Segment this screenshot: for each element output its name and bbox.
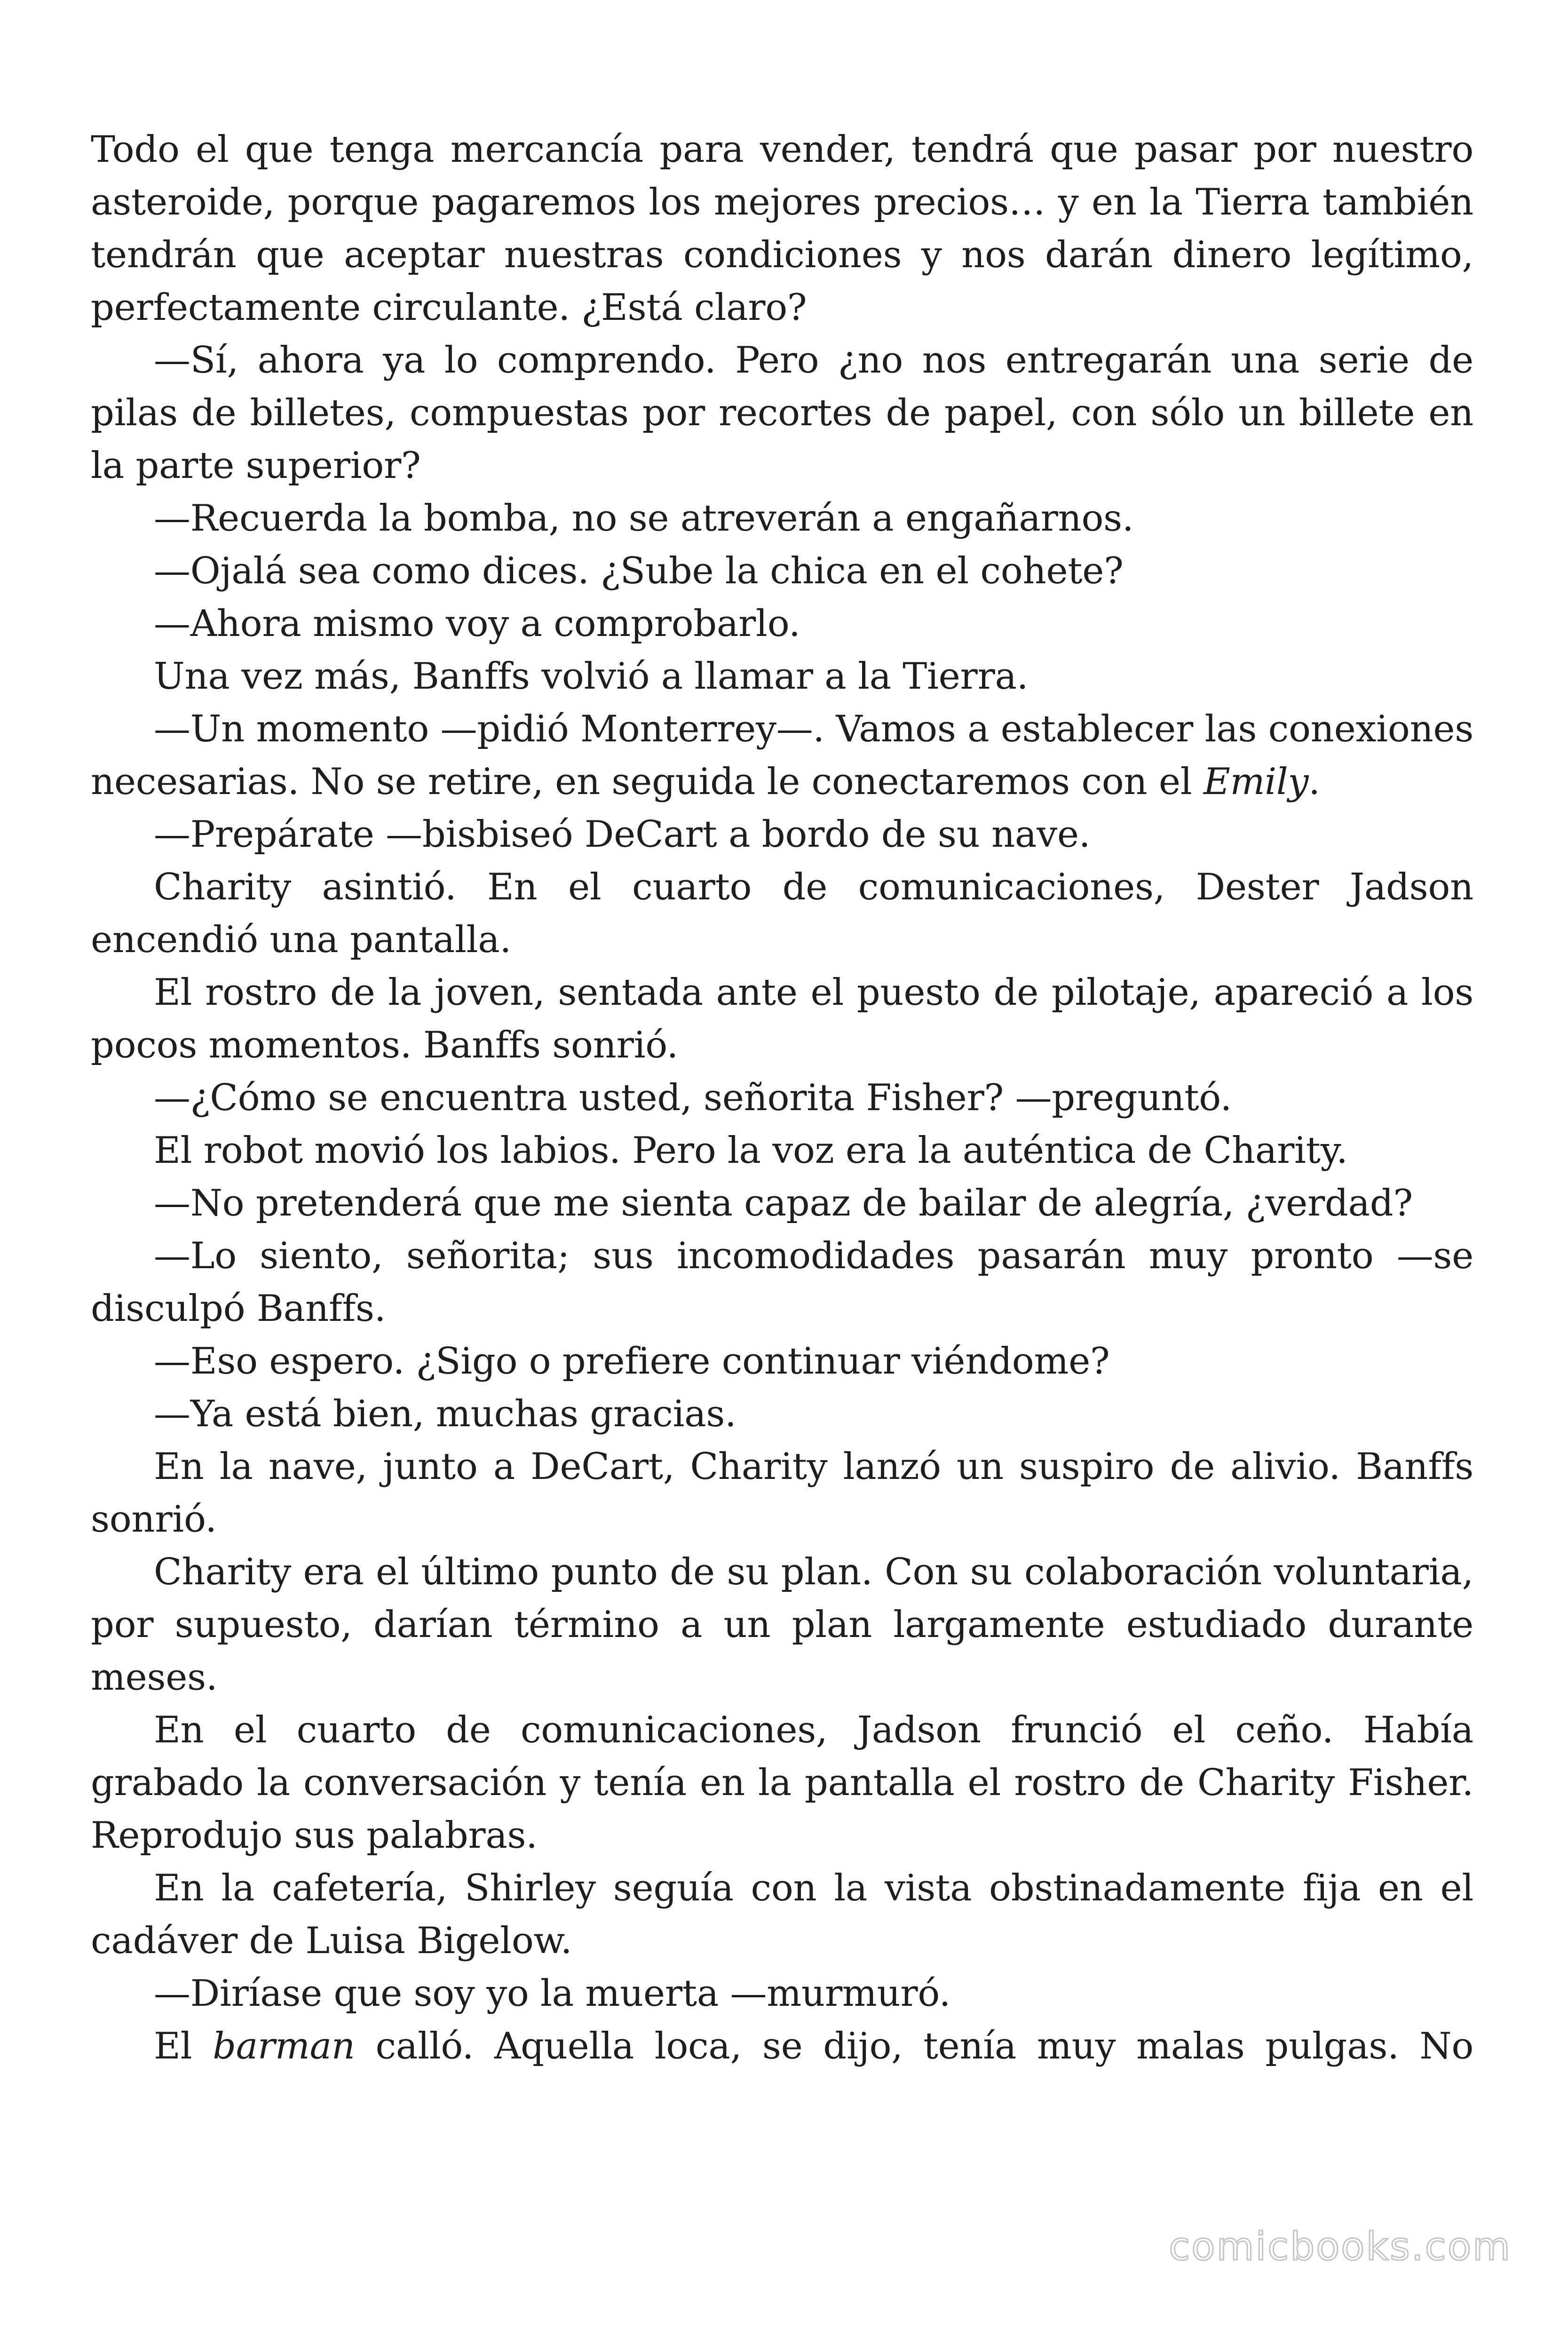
paragraph-text: . [1308,761,1320,803]
paragraph-text: Charity era el último punto de su plan. Con su colaboración voluntaria, por supuesto, darían término a un plan largamente estudiado durante meses. [91,1551,1473,1699]
paragraph [91,1124,1473,1177]
paragraph-text: Todo el que tenga mercancía para vender, tendrá que pasar por nuestro asteroide, porque pagaremos los mejores precios… y en la Tierra también tendrán que aceptar nuestras condiciones y nos darán dinero legítimo, perfectamente circulante. ¿Está claro? [91,128,1473,329]
paragraph-text: El robot movió los labios. Pero la voz era la auténtica de Charity. [154,1129,1348,1172]
paragraph-text: —Lo siento, señorita; sus incomodidades pasarán muy pronto —se disculpó Banffs. [91,1235,1473,1330]
paragraph-text: —Ojalá sea como dices. ¿Sube la chica en el cohete? [154,550,1124,592]
paragraph-text: —No pretenderá que me sienta capaz de bailar de alegría, ¿verdad? [154,1182,1413,1224]
paragraph [91,861,1473,966]
paragraph [91,597,1473,650]
paragraph [91,703,1473,808]
watermark-text: comicbooks.com [1169,2225,1512,2269]
paragraph [91,1388,1473,1440]
ship-name-italic: Emily [1203,761,1309,803]
paragraph-text: El [154,2025,213,2067]
paragraph-text: En la nave, junto a DeCart, Charity lanzó un suspiro de alivio. Banffs sonrió. [91,1446,1473,1541]
paragraph [91,545,1473,597]
paragraph [91,492,1473,545]
paragraph [91,2020,1473,2073]
paragraph-text: En el cuarto de comunicaciones, Jadson frunció el ceño. Había grabado la conversación y tenía en la pantalla el rostro de Charity Fisher. Reprodujo sus palabras. [91,1709,1473,1857]
paragraph-text: —Recuerda la bomba, no se atreverán a engañarnos. [154,497,1134,540]
paragraph [91,1230,1473,1335]
barman-italic: barman [213,2025,355,2067]
paragraph-text: —Un momento —pidió Monterrey—. Vamos a establecer las conexiones necesarias. No se retire, en seguida le conectaremos con el [91,708,1473,803]
paragraph-text: —Prepárate —bisbiseó DeCart a bordo de su nave. [154,813,1091,856]
paragraph-text: —Ahora mismo voy a comprobarlo. [154,603,800,645]
paragraph-text: En la cafetería, Shirley seguía con la vista obstinadamente fija en el cadáver de Luisa Bigelow. [91,1867,1473,1962]
paragraph [91,123,1473,334]
paragraph-text: calló. Aquella loca, se dijo, tenía muy malas pulgas. No [355,2025,1473,2067]
paragraph-text: —¿Cómo se encuentra usted, señorita Fisher? —preguntó. [154,1077,1232,1119]
paragraph [91,1967,1473,2020]
paragraph [91,1704,1473,1862]
paragraph [91,1177,1473,1230]
paragraph [91,1072,1473,1124]
paragraph-text: —Eso espero. ¿Sigo o prefiere continuar viéndome? [154,1340,1110,1383]
paragraph-text: El rostro de la joven, sentada ante el puesto de pilotaje, apareció a los pocos momentos. Banffs sonrió. [91,971,1473,1066]
paragraph-text: —Diríase que soy yo la muerta —murmuró. [154,1972,951,2015]
paragraph-text: Charity asintió. En el cuarto de comunicaciones, Dester Jadson encendió una pantalla. [91,866,1473,961]
paragraph [91,966,1473,1072]
paragraph [91,808,1473,861]
paragraph-text: —Sí, ahora ya lo comprendo. Pero ¿no nos entregarán una serie de pilas de billetes, compuestas por recortes de papel, con sólo un billete en la parte superior? [91,339,1473,487]
paragraph [91,1546,1473,1704]
paragraph [91,650,1473,703]
paragraph-text: Una vez más, Banffs volvió a llamar a la Tierra. [154,655,1029,698]
paragraph [91,1335,1473,1388]
paragraph [91,334,1473,492]
paragraph [91,1440,1473,1546]
paragraph [91,1862,1473,1967]
page-body [91,123,1473,2073]
paragraph-text: —Ya está bien, muchas gracias. [154,1393,736,1435]
